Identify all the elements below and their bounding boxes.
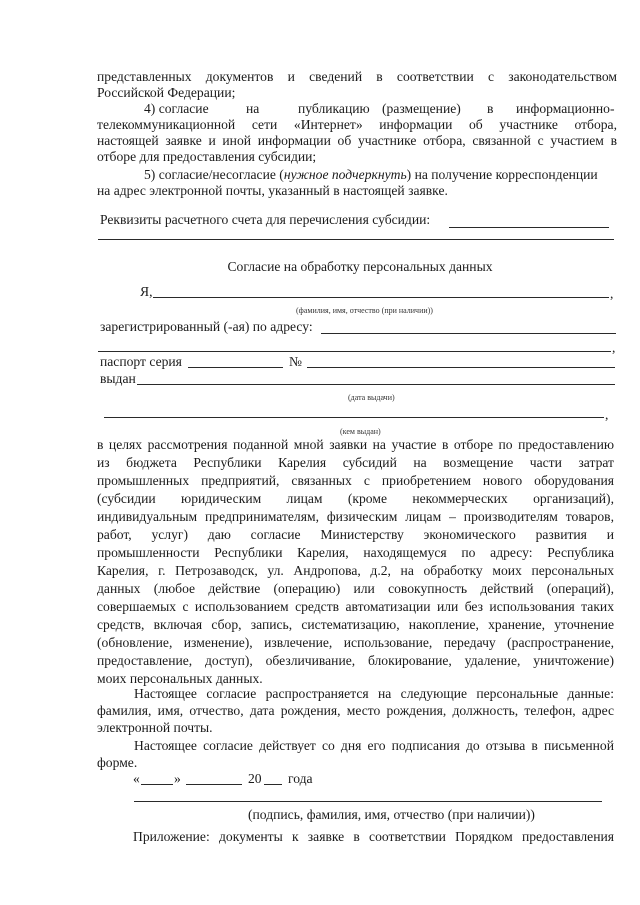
signature-caption: (подпись, фамилия, имя, отчество (при наличии)): [248, 807, 535, 822]
fio-caption: (фамилия, имя, отчество (при наличии)): [296, 306, 433, 315]
appendix-line: Приложение: документы к заявке в соответствии Порядком предоставления: [133, 829, 614, 844]
text-fragment: 5) согласие/несогласие (: [144, 167, 284, 182]
body-line: промышленных предприятий, связанных с приобретением нового оборудования: [97, 473, 614, 488]
scope-line: Настоящее согласие распространяется на следующие персональные данные:: [134, 686, 614, 701]
body-line: средств, включая сбор, запись, систематизацию, накопление, хранение, уточнение: [97, 617, 614, 632]
consent-title: Согласие на обработку персональных данных: [227, 259, 493, 274]
scope-line: электронной почты.: [97, 720, 213, 735]
month-field: [186, 784, 242, 785]
issued-date-field: [137, 384, 615, 385]
list-item-5: [144, 167, 598, 183]
comma: ,: [610, 286, 614, 301]
day-field: [141, 784, 173, 785]
year-field: [264, 784, 282, 785]
passport-series-label: паспорт серия: [100, 354, 182, 369]
fio-field: [153, 297, 609, 298]
date-quote-close: »: [174, 771, 181, 786]
body-line: из бюджета Республики Карелия субсидий на возмещение части затрат: [97, 455, 614, 470]
body-line: (субсидии юридическим лицам (кроме некоммерческих организаций),: [97, 491, 614, 506]
signature-field: [134, 801, 602, 802]
text-word: публикацию: [298, 101, 370, 116]
text-line: на адрес электронной почты, указанный в настоящей заявке.: [97, 183, 448, 198]
text-word: на: [246, 101, 260, 116]
comma: ,: [605, 407, 609, 422]
issue-date-caption: (дата выдачи): [348, 393, 395, 402]
text-word: информационно-: [516, 101, 615, 116]
text-line: настоящей заявке и иной информации об участнике отбора, связанной с участием в: [97, 133, 617, 148]
address-field-line2: [98, 351, 611, 352]
body-line: Карелия, г. Петрозаводск, ул. Андропова, д.2, на обработку моих персональных: [97, 563, 614, 578]
text-line: телекоммуникационной сети «Интернет» информации об участнике отбора,: [97, 117, 617, 132]
body-line: моих персональных данных.: [97, 671, 263, 686]
body-line: индивидуальным предпринимателям, физическим лицам – производителям товаров,: [97, 509, 614, 524]
address-field: [321, 333, 616, 334]
text-line: Российской Федерации;: [97, 85, 236, 100]
scope-line: фамилия, имя, отчество, дата рождения, место рождения, должность, телефон, адрес: [97, 703, 614, 718]
issued-by-field: [104, 417, 604, 418]
year-word: года: [288, 771, 313, 786]
text-line: отборе для предоставления субсидии;: [97, 149, 317, 164]
date-quote-open: «: [133, 771, 140, 786]
body-line: промышленности Республики Карелия, находящемуся по адресу: Республика: [97, 545, 614, 560]
body-line: данных (любое действие (операцию) или совокупность действий (операций),: [97, 581, 614, 596]
validity-line: Настоящее согласие действует со дня его подписания до отзыва в письменной: [134, 738, 614, 753]
year-prefix: 20: [248, 771, 262, 786]
body-line: предоставление, доступ), обезличивание, блокирование, удаление, уничтожение): [97, 653, 614, 668]
address-label: зарегистрированный (-ая) по адресу:: [100, 319, 313, 334]
text-line: представленных документов и сведений в соответствии с законодательством: [97, 69, 617, 84]
passport-number-field: [307, 367, 615, 368]
label-ya: Я,: [140, 284, 153, 299]
italic-fragment: нужное подчеркнуть: [283, 167, 407, 182]
issued-label: выдан: [100, 371, 136, 386]
comma: ,: [612, 340, 616, 355]
body-line: совершаемых с использованием средств автоматизации или без использования таких: [97, 599, 614, 614]
text-fragment: ) на получение корреспонденции: [406, 167, 598, 182]
passport-series-field: [188, 367, 283, 368]
list-item-number: 4) согласие: [144, 101, 209, 116]
body-line: работ, услуг) даю согласие Министерству экономического развития и: [97, 527, 614, 542]
passport-number-label: №: [289, 354, 302, 369]
bank-details-field: [449, 227, 609, 228]
bank-details-field-line2: [98, 239, 614, 240]
bank-details-label: Реквизиты расчетного счета для перечисления субсидии:: [100, 212, 431, 227]
validity-line: форме.: [97, 755, 138, 770]
body-line: в целях рассмотрения поданной мной заявки на участие в отборе по предоставлению: [97, 437, 614, 452]
text-word: (размещение): [382, 101, 461, 116]
issued-by-caption: (кем выдан): [340, 427, 381, 436]
text-word: в: [487, 101, 494, 116]
body-line: (обновление, изменение), извлечение, использование, передачу (распространение,: [97, 635, 614, 650]
